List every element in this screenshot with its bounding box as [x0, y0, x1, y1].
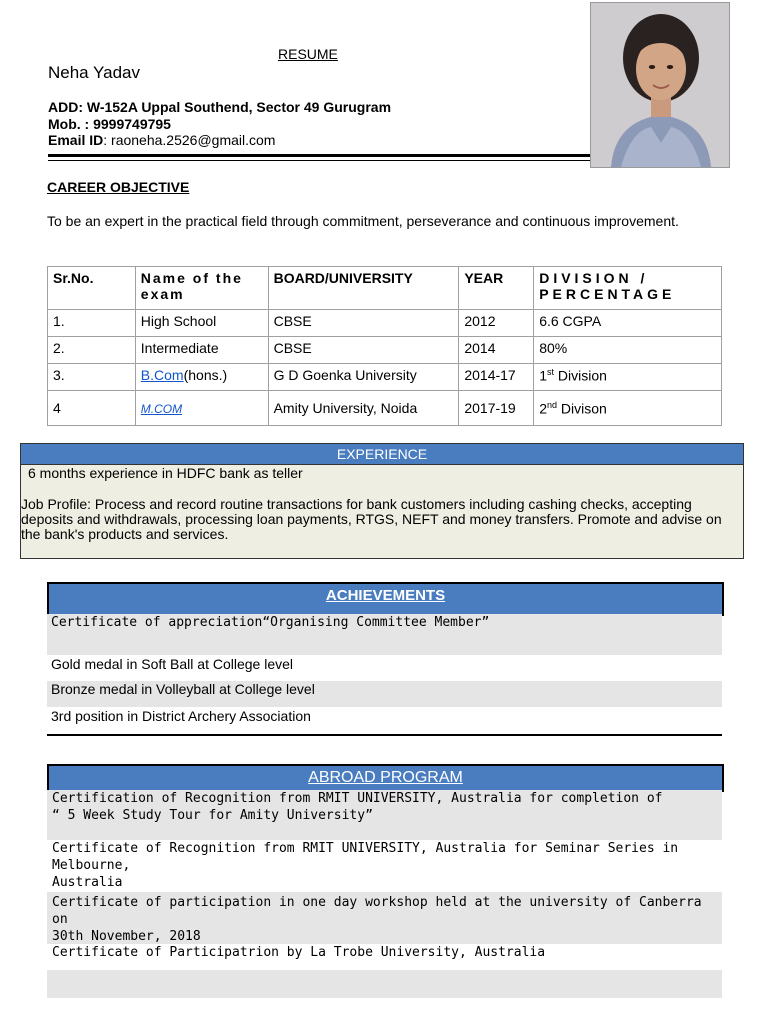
header-rule-thick: [48, 154, 590, 157]
header-division: DIVISION / PERCENTAGE: [534, 267, 722, 310]
cell-sr: 4: [48, 391, 136, 426]
division-ordinal: st: [547, 367, 555, 377]
address-label: ADD:: [48, 99, 83, 115]
cell-sr: 2.: [48, 337, 136, 364]
cell-year: 2017-19: [459, 391, 534, 426]
achievements-heading: ACHIEVEMENTS: [47, 582, 724, 616]
career-objective-text: To be an expert in the practical field through commitment, perseverance and continuous improvement.: [47, 213, 679, 229]
abroad-item-line: “ 5 Week Study Tour for Amity University”: [52, 808, 373, 823]
profile-photo: [590, 2, 730, 168]
abroad-item: [47, 892, 722, 944]
division-ordinal: nd: [547, 399, 558, 410]
division-text: Division: [554, 367, 607, 384]
header-rule-thin: [48, 160, 590, 161]
cell-division: [534, 364, 722, 391]
division-text: Divison: [557, 400, 607, 417]
cell-division: 6.6 CGPA: [534, 310, 722, 337]
abroad-item: [47, 840, 722, 892]
abroad-empty-row: [47, 970, 722, 998]
abroad-item: [47, 944, 722, 970]
table-row: [48, 337, 722, 364]
profile-photo-illustration: [591, 3, 729, 167]
cell-board: CBSE: [268, 310, 459, 337]
cell-division: [534, 391, 722, 426]
cell-year: 2012: [459, 310, 534, 337]
cell-board: G D Goenka University: [268, 364, 459, 391]
education-table: [47, 266, 722, 426]
email-line: [48, 132, 275, 148]
abroad-item-line: Certificate of participation in one day workshop held at the university of Canberra on: [52, 895, 702, 927]
experience-section: [20, 443, 744, 559]
abroad-item-line: Certificate of Participatrion by La Trobe University, Australia: [52, 945, 546, 960]
cell-exam: Intermediate: [135, 337, 268, 364]
cell-sr: 1.: [48, 310, 136, 337]
header-board: BOARD/UNIVERSITY: [268, 267, 459, 310]
division-number: 1: [539, 367, 547, 384]
email-value: : raoneha.2526@gmail.com: [103, 132, 276, 148]
abroad-item-line: 30th November, 2018: [52, 929, 201, 944]
mobile-line: [48, 116, 171, 132]
table-row: [48, 391, 722, 426]
header-year: YEAR: [459, 267, 534, 310]
achievements-rule: [47, 734, 722, 736]
achievement-item: Gold medal in Soft Ball at College level: [51, 656, 294, 672]
achievement-item: Bronze medal in Volleyball at College level: [47, 681, 722, 707]
address-value: W-152A Uppal Southend, Sector 49 Gurugram: [86, 99, 392, 115]
cell-exam: High School: [135, 310, 268, 337]
candidate-name: Neha Yadav: [48, 63, 140, 82]
table-row: [48, 364, 722, 391]
abroad-item-line: Certificate of Recognition from RMIT UNIVERSITY, Australia for Seminar Series in Melbourne,: [52, 841, 679, 873]
cell-division: 80%: [534, 337, 722, 364]
abroad-program-heading: ABROAD PROGRAM: [47, 764, 724, 792]
cell-board: CBSE: [268, 337, 459, 364]
mobile-value: 9999749795: [93, 116, 171, 132]
header-exam: Name of the exam: [135, 267, 268, 310]
achievement-item: Certificate of appreciation“Organising Committee Member”: [47, 614, 722, 655]
cell-year: 2014-17: [459, 364, 534, 391]
header-sr-no: Sr.No.: [48, 267, 136, 310]
abroad-item: [47, 790, 722, 840]
table-header-row: [48, 267, 722, 310]
exam-suffix: (hons.): [183, 367, 228, 383]
bcom-link[interactable]: B.Com: [140, 367, 184, 383]
email-label: Email ID: [48, 132, 104, 148]
mobile-label: Mob. :: [48, 116, 90, 132]
table-row: [48, 310, 722, 337]
resume-title: RESUME: [278, 46, 338, 62]
cell-board: Amity University, Noida: [268, 391, 459, 426]
mcom-link[interactable]: M.COM: [140, 402, 183, 416]
abroad-item-line: Certification of Recognition from RMIT UNIVERSITY, Australia for completion of: [52, 791, 663, 806]
career-objective-heading: CAREER OBJECTIVE: [47, 179, 190, 195]
experience-job-profile: Job Profile: Process and record routine transactions for bank customers including cashing checks, accepting deposits and withdrawals, processing loan payments, RTGS, NEFT and money transfers. Promote and advise on the bank's products and services.: [21, 496, 722, 542]
experience-heading: EXPERIENCE: [21, 444, 743, 465]
abroad-item-line: Australia: [52, 875, 123, 890]
cell-exam: [135, 364, 268, 391]
cell-year: 2014: [459, 337, 534, 364]
division-number: 2: [539, 400, 547, 417]
address-line: [48, 99, 391, 115]
experience-summary: 6 months experience in HDFC bank as teller: [28, 465, 303, 481]
cell-sr: 3.: [48, 364, 136, 391]
cell-exam: [135, 391, 268, 426]
achievement-item: 3rd position in District Archery Association: [51, 708, 311, 724]
